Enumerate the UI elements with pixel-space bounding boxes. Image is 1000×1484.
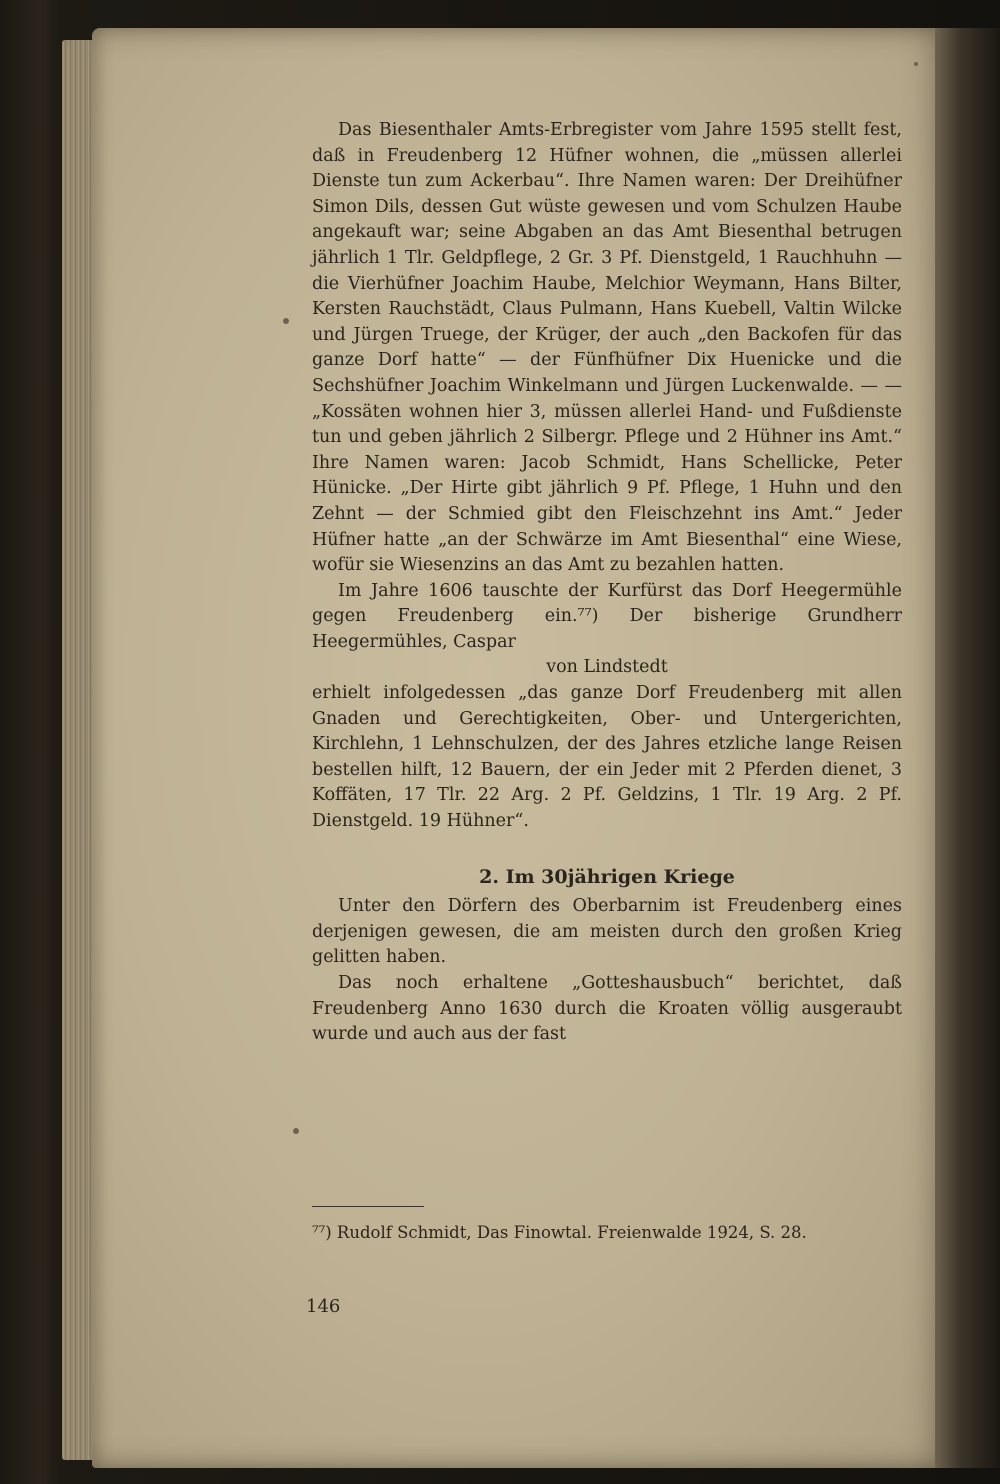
page-number: 146 (306, 1296, 341, 1317)
paragraph-gotteshausbuch: Das noch erhaltene „Gotteshausbuch“ berichtet, daß Freudenberg Anno 1630 durch die Kroaten völlig ausgeraubt wurde und auch aus der fast (312, 973, 902, 1045)
footnote: ⁷⁷) Rudolf Schmidt, Das Finowtal. Freienwalde 1924, S. 28. (312, 1223, 807, 1242)
name-line: von Lindstedt (546, 657, 668, 678)
paragraph-register: Das Biesenthaler Amts-Erbregister vom Jahre 1595 stellt fest, daß in Freudenberg 12 Hüfner wohnen, die „müssen allerlei Dienste tun zum Ackerbau“. Ihre Namen waren: Der Dreihüfner Simon Dils, dessen Gut wüste gewesen und vom Schulzen Haube angekauft war; seine Abgaben an das Amt Biesenthal betrugen jährlich 1 Tlr. Geldpflege, 2 Gr. 3 Pf. Dienstgeld, 1 Rauchhuhn — die Vierhüfner Joachim Haube, Melchior Weymann, Hans Bilter, Kersten Rauchstädt, Claus Pulmann, Hans Kuebell, Valtin Wilcke und Jürgen Truege, der Krüger, der auch „den Backofen für das ganze Dorf hatte“ — der Fünfhüfner Dix Huenicke und die Sechshüfner Joachim Winkelmann und Jürgen Luckenwalde. — — „Kossäten wohnen hier 3, müssen allerlei Hand- und Fußdienste tun und geben jährlich 2 Silbergr. Pflege und 2 Hühner ins Amt.“ Ihre Namen waren: Jacob Schmidt, Hans Schellicke, Peter Hünicke. „Der Hirte gibt jährlich 9 Pf. Pflege, 1 Huhn und den Zehnt — der Schmied gibt den Fleischzehnt ins Amt.“ Jeder Hüfner hatte „an der Schwärze im Amt Biesenthal“ eine Wiese, wofür sie Wiesenzins an das Amt zu bezahlen hatten. (312, 120, 902, 576)
paper-speck (293, 1128, 299, 1134)
paper-speck (914, 62, 918, 66)
footnote-rule (312, 1206, 424, 1207)
body-text (312, 118, 902, 1048)
paragraph-exchange: Im Jahre 1606 tauschte der Kurfürst das Dorf Heegermühle gegen Freudenberg ein.⁷⁷) Der bisherige Grundherr Heegermühles, Caspar (312, 580, 902, 652)
book-gutter-shadow (935, 28, 1000, 1468)
section-heading: 2. Im 30jährigen Kriege (479, 865, 735, 888)
paragraph-villages: Unter den Dörfern des Oberbarnim ist Freudenberg eines derjenigen gewesen, die am meisten durch den großen Krieg gelitten haben. (312, 896, 902, 968)
paper-speck (283, 318, 289, 324)
paragraph-received: erhielt infolgedessen „das ganze Dorf Freudenberg mit allen Gnaden und Gerechtigkeiten, Ober- und Untergerichten, Kirchlehn, 1 Lehnschulzen, der des Jahres etzliche lange Reisen bestellen hilft, 12 Bauern, der ein Jeder mit 2 Pferden dienet, 3 Koffäten, 17 Tlr. 22 Arg. 2 Pf. Geldzins, 1 Tlr. 19 Arg. 2 Pf. Dienstgeld. 19 Hühner“. (312, 683, 902, 832)
